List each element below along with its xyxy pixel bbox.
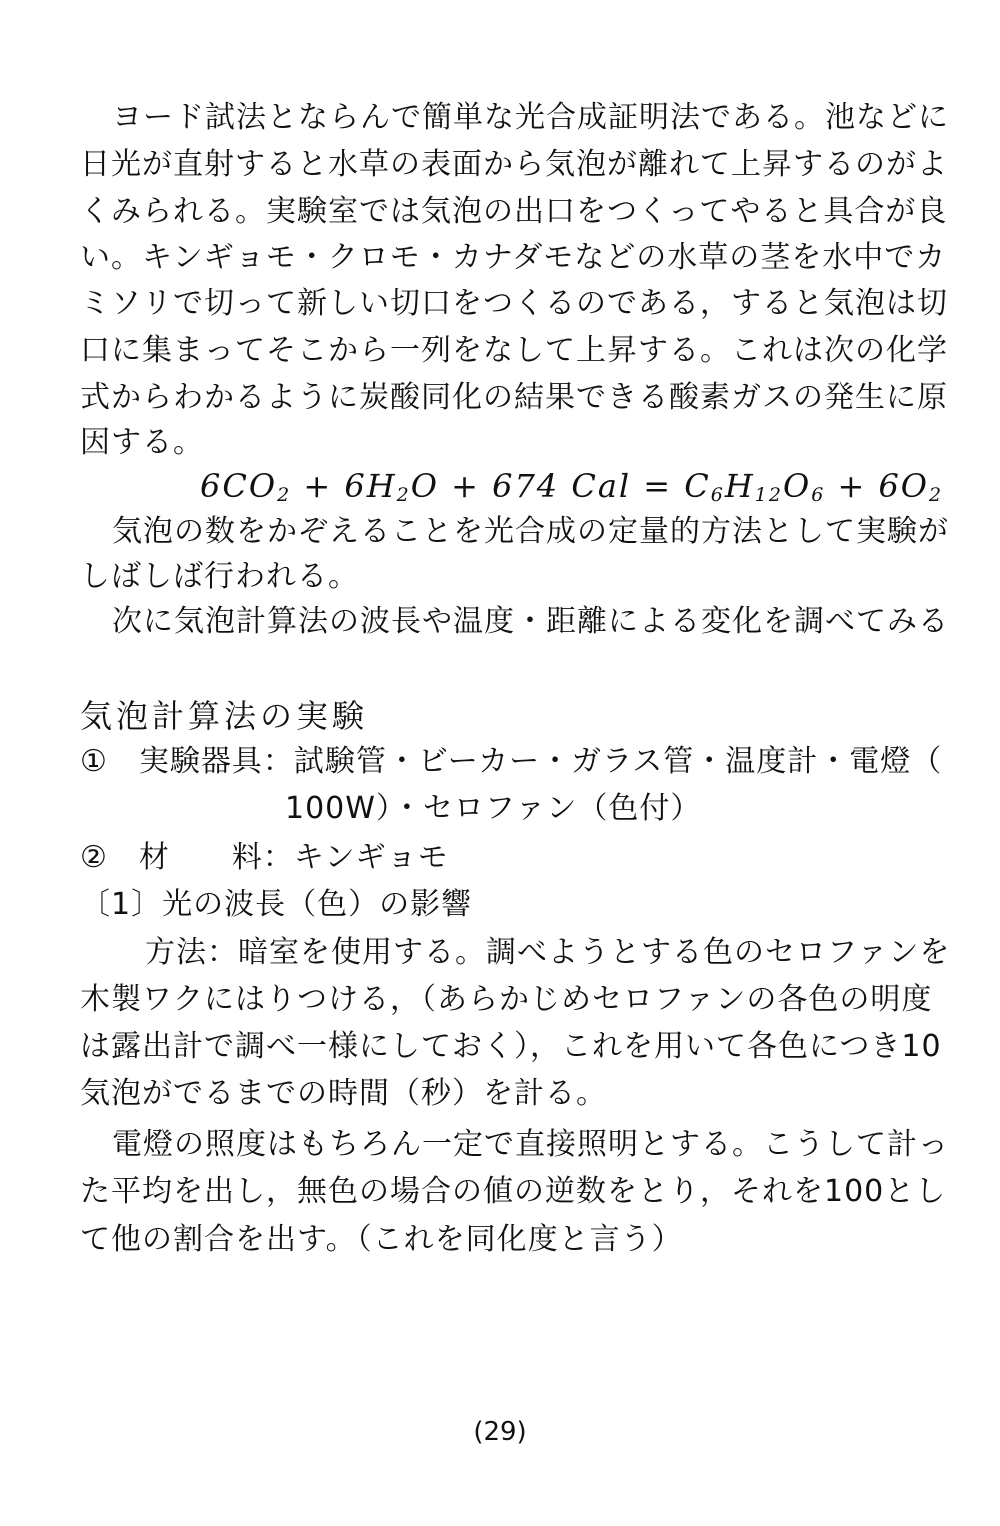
section-title: 気泡計算法の実験 xyxy=(80,697,369,735)
para4-line-2: た平均を出し，無色の場合の値の逆数をとり，それを100とし xyxy=(80,1174,947,1209)
method-line-3: は露出計で調べ一様にしておく），これを用いて各色につき10 xyxy=(80,1029,942,1064)
materials-line: ② 材 料：キンギョモ xyxy=(80,840,449,875)
para4-line-3: て他の割合を出す。（これを同化度と言う） xyxy=(80,1222,683,1257)
page-number: (29) xyxy=(473,1417,527,1447)
intro-line-4: い。キンギョモ・クロモ・カナダモなどの水草の茎を水中でカ xyxy=(80,240,947,275)
para4-line-1: 電燈の照度はもちろん一定で直接照明とする。こうして計っ xyxy=(112,1127,949,1162)
intro-line-3: くみられる。実験室では気泡の出口をつくってやると具合が良 xyxy=(80,194,948,229)
para2-line-2: しばしば行われる。 xyxy=(80,559,359,594)
intro-line-5: ミソリで切って新しい切口をつくるのである，すると気泡は切 xyxy=(80,286,948,321)
method-line-2: 木製ワクにはりつける，（あらかじめセロファンの各色の明度 xyxy=(80,982,933,1017)
method-line-4: 気泡がでるまでの時間（秒）を計る。 xyxy=(80,1076,607,1111)
subsection-title: 〔1〕光の波長（色）の影響 xyxy=(80,887,473,922)
equipment-line-2: 100W）・セロファン（色付） xyxy=(285,791,702,826)
para3-line: 次に気泡計算法の波長や温度・距離による変化を調べてみる xyxy=(112,604,949,639)
para2-line-1: 気泡の数をかぞえることを光合成の定量的方法として実験が xyxy=(112,514,949,549)
photosynthesis-formula: $6CO_2 + 6H_2O + 674$ Cal = $C_6H_{12}O_6 + 6O_2$ xyxy=(200,467,944,506)
intro-line-6: 口に集まってそこから一列をなして上昇する。これは次の化学 xyxy=(80,333,948,368)
intro-line-1: ヨード試法とならんで簡単な光合成証明法である。池などに xyxy=(112,100,949,135)
intro-line-2: 日光が直射すると水草の表面から気泡が離れて上昇するのがよ xyxy=(80,147,948,182)
intro-line-8: 因する。 xyxy=(80,425,204,460)
method-line-1: 方法：暗室を使用する。調べようとする色のセロファンを xyxy=(145,935,951,970)
equipment-line-1: ① 実験器具：試験管・ビーカー・ガラス管・温度計・電燈（ xyxy=(80,744,943,779)
intro-line-7: 式からわかるように炭酸同化の結果できる酸素ガスの発生に原 xyxy=(80,380,948,415)
